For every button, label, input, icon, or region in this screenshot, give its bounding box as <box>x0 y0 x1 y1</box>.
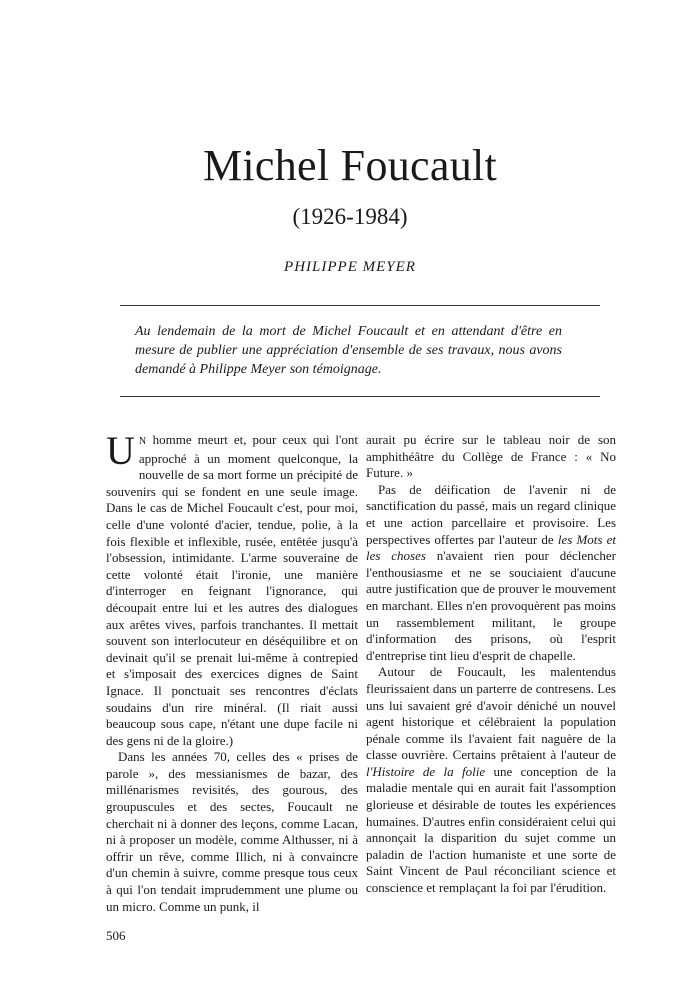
paragraph-text: une conception de la maladie mentale qui en aurait fait l'assomption glorieuse et désirable de toutes les expériences humaines. D'autres enfin considéraient celui qui annonçait la disparition du sujet comme un paladin de l'action humaniste et une sorte de Saint Vincent de Paul réconciliant science et conscience et remplaçant la foi par l'érudition. <box>366 763 616 896</box>
book-title: les Mots et les choses <box>366 531 616 564</box>
drop-cap: U <box>106 428 135 473</box>
small-caps-letter: N <box>138 436 147 447</box>
article-title: Michel Foucault <box>202 141 498 190</box>
body-column-right <box>366 432 616 897</box>
article-dates: (1926-1984) <box>292 204 408 229</box>
paragraph <box>366 482 616 665</box>
page-number: 506 <box>106 928 126 943</box>
paragraph-text: Autour de Foucault, les malentendus fleurissaient dans un parterre de contresens. Les uns lui savaient gré d'avoir déniché un nouvel agent historique et célébraient la population pénale comme ils l'avaient fait naguère de la classe ouvrière. Certains prêtaient à l'auteur de <box>366 664 616 763</box>
body-column-left <box>106 428 358 915</box>
paragraph <box>366 664 616 896</box>
paragraph-text: Pas de déification de l'avenir ni de sanctification du passé, mais un regard clinique et une action parcellaire et provisoire. Les perspectives offertes par l'auteur de <box>366 481 616 547</box>
article-author: PHILIPPE MEYER <box>284 259 416 275</box>
paragraph <box>106 428 358 749</box>
book-title: l'Histoire de la folie <box>366 763 486 779</box>
top-divider <box>120 305 600 306</box>
article-abstract: Au lendemain de la mort de Michel Foucault et en attendant d'être en mesure de publier une appréciation d'ensemble de ses travaux, nous avons demandé à Philippe Meyer son témoignage. <box>135 324 562 377</box>
paragraph-text: homme meurt et, pour ceux qui l'ont approché à un moment quelconque, la nouvelle de sa mort forme un précipité de souvenirs qui se fondent en une seule image. Dans le cas de Michel Foucault c'est, pour moi, celle d'une volonté d'acier, tendue, polie, à la fois flexible et inflexible, rusée, entêtée jusqu'à l'obsession, intimidante. L'arme souveraine de cette volonté était l'ironie, une manière d'interroger en feignant l'ignorance, qui découpait entre lui et les autres des dialogues aux arêtes vives, parfois tranchantes. Il mettait souvent son interlocuteur en déséquilibre et on devinait qu'il se prenait lui-même à contrepied et s'imposait des exercices dignes de Saint Ignace. Il ponctuait ses rencontres d'éclats soudains d'un rire minéral. (Il riait aussi beaucoup sous cape, n'étant une dupe facile ni des gens ni de la gloire.) <box>106 432 358 748</box>
paragraph: Dans les années 70, celles des « prises de parole », des messianismes de bazar, des millénarismes revisités, des gourous, des groupuscules et des sectes, Foucault ne cherchait ni à donner des leçons, comme Lacan, ni à proposer un modèle, comme Althusser, ni à offrir un rêve, comme Illich, ni à convaincre d'un chemin à suivre, comme presque tous ceux à qui l'on tendait imprudemment une plume ou un micro. Comme un punk, il <box>106 749 358 914</box>
bottom-divider <box>120 396 600 397</box>
paragraph: aurait pu écrire sur le tableau noir de son amphithéâtre du Collège de France : « No Future. » <box>366 432 616 481</box>
paragraph-text: n'avaient rien pour déclencher l'enthousiasme et ne se souciaient d'aucune autre justification que de prouver le mouvement en marchant. Elles n'en provoquèrent pas moins un rassemblement militant, le groupe d'information des prisons, où l'esprit d'entreprise tint lieu d'esprit de chapelle. <box>366 548 616 663</box>
